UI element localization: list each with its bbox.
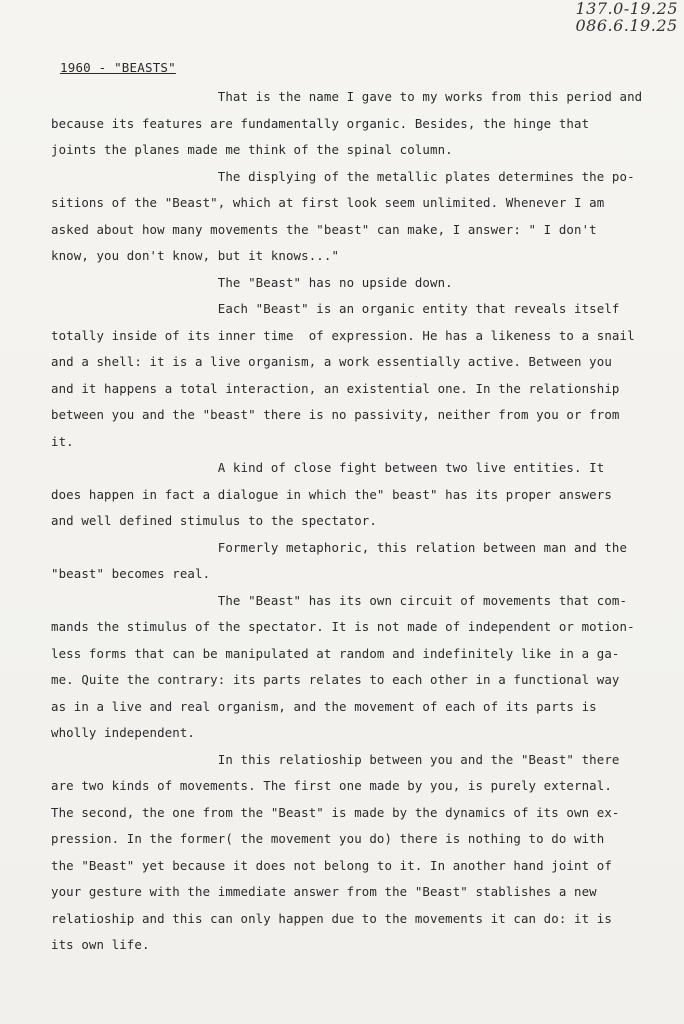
- text-line: sitions of the "Beast", which at first look seem unlimited. Whenever I am: [51, 195, 605, 210]
- text-line: pression. In the former( the movement you do) there is nothing to do with: [51, 831, 605, 846]
- text-line: know, you don't know, but it knows...": [51, 248, 340, 263]
- text-line: The "Beast" has no upside down.: [51, 274, 453, 290]
- archive-reference-number: [575, 0, 678, 34]
- text-line: and it happens a total interaction, an existential one. In the relationship: [51, 380, 620, 396]
- text-line: wholly independent.: [51, 725, 196, 740]
- text-line: me. Quite the contrary: its parts relates to each other in a functional way: [51, 672, 620, 687]
- text-line: as in a live and real organism, and the movement of each of its parts is: [51, 698, 597, 714]
- document-title: 1960 - "BEASTS": [60, 60, 176, 75]
- text-line: are two kinds of movements. The first one made by you, is purely external.: [51, 778, 612, 793]
- archive-ref-line-2: 086.6.19.25: [575, 16, 678, 35]
- text-line: less forms that can be manipulated at random and indefinitely like in a ga-: [51, 645, 620, 661]
- body-text: [51, 84, 681, 959]
- text-line: That is the name I gave to my works from this period and: [51, 89, 643, 104]
- text-line: the "Beast" yet because it does not belong to it. In another hand joint of: [51, 857, 612, 873]
- text-line: and a shell: it is a live organism, a work essentially active. Between you: [51, 354, 612, 369]
- text-line: A kind of close fight between two live entities. It: [51, 460, 605, 475]
- text-line: its own life.: [51, 937, 150, 952]
- text-line: joints the planes made me think of the spinal column.: [51, 142, 453, 157]
- text-line: it.: [51, 433, 74, 449]
- text-line: The "Beast" has its own circuit of movements that com-: [51, 592, 628, 608]
- text-line: Each "Beast" is an organic entity that reveals itself: [51, 301, 620, 316]
- text-line: The displying of the metallic plates determines the po-: [51, 168, 635, 184]
- text-line: asked about how many movements the "beast" can make, I answer: " I don't: [51, 221, 597, 237]
- text-line: totally inside of its inner time of expression. He has a likeness to a snail: [51, 327, 635, 343]
- text-line: Formerly metaphoric, this relation between man and the: [51, 539, 628, 555]
- text-line: does happen in fact a dialogue in which the" beast" has its proper answers: [51, 486, 612, 502]
- text-line: relatioship and this can only happen due to the movements it can do: it is: [51, 910, 612, 926]
- text-line: because its features are fundamentally organic. Besides, the hinge that: [51, 115, 590, 131]
- text-line: The second, the one from the "Beast" is made by the dynamics of its own ex-: [51, 804, 620, 820]
- text-line: and well defined stimulus to the spectator.: [51, 513, 377, 528]
- text-line: "beast" becomes real.: [51, 566, 211, 581]
- text-line: mands the stimulus of the spectator. It is not made of independent or motion-: [51, 619, 635, 634]
- text-line: between you and the "beast" there is no passivity, neither from you or from: [51, 407, 620, 422]
- text-line: In this relatioship between you and the "Beast" there: [51, 751, 620, 767]
- archive-ref-line-1: 137.0-19.25: [575, 0, 678, 18]
- text-line: your gesture with the immediate answer from the "Beast" stablishes a new: [51, 884, 597, 899]
